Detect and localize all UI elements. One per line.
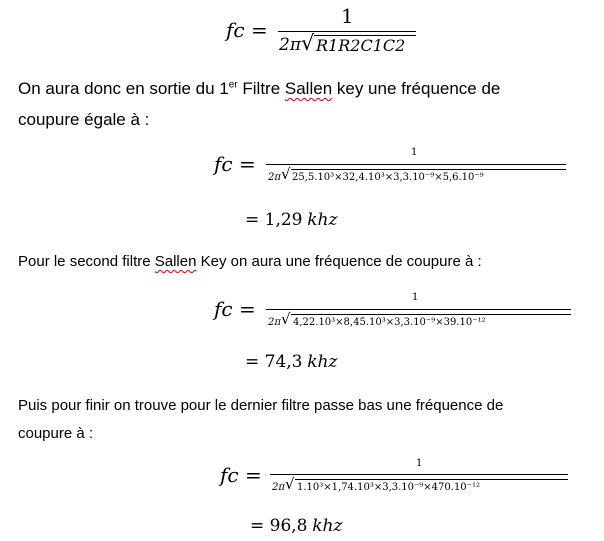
paragraph-2 xyxy=(18,252,482,272)
formula-3-result-unit: khz xyxy=(312,516,343,536)
main-formula-lhs: fc = xyxy=(226,18,268,42)
main-formula-fraction-bar xyxy=(278,31,416,32)
p1-text-c: key une fréquence de xyxy=(332,79,501,98)
p2-text-a: Pour le second filtre xyxy=(18,253,155,270)
formula-2-lhs: fc = xyxy=(214,297,256,321)
formula-1-numerator: 1 xyxy=(411,147,418,158)
formula-1-result xyxy=(245,210,337,230)
formula-3-sqrt-icon: √ xyxy=(285,475,295,493)
formula-2-result-unit: khz xyxy=(307,352,338,372)
formula-2-denom-radicand: 4,22.10³×8,45.10³×3,3.10⁻⁹×39.10⁻¹² xyxy=(293,317,486,328)
formula-2-fraction-bar xyxy=(266,309,571,310)
formula-3-radical-bar xyxy=(295,479,568,480)
formula-1-sqrt-icon: √ xyxy=(281,165,291,183)
formula-2-result xyxy=(245,352,337,372)
formula-1-radical-bar xyxy=(291,169,566,170)
formula-1-denom-prefix: 2π xyxy=(268,172,281,183)
formula-1-result-value: = 1,29 xyxy=(245,210,303,230)
formula-1-denom-radicand: 25,5.10³×32,4.10³×3,3.10⁻⁹×5,6.10⁻⁹ xyxy=(292,172,484,183)
paragraph-3-line-1: Puis pour finir on trouve pour le dernier filtre passe bas une fréquence de xyxy=(18,397,504,414)
formula-3-denom-radicand: 1.10³×1,74.10³×3,3.10⁻⁹×470.10⁻¹² xyxy=(297,482,480,493)
paragraph-3-line-2: coupure à : xyxy=(18,425,94,442)
formula-1-result-unit: khz xyxy=(307,210,338,230)
p1-text-a: On aura donc en sortie du 1 xyxy=(18,79,229,98)
paragraph-1-line-1 xyxy=(18,78,500,100)
formula-2-result-value: = 74,3 xyxy=(245,352,303,372)
formula-3-fraction-bar xyxy=(270,474,568,475)
formula-1-fraction-bar xyxy=(266,164,566,165)
formula-1-lhs: fc = xyxy=(214,152,256,176)
formula-2-radical-bar xyxy=(291,314,571,315)
p1-superscript: er xyxy=(228,79,238,91)
p2-text-b: Key on aura une fréquence de coupure à : xyxy=(196,253,482,270)
formula-2-numerator: 1 xyxy=(412,292,419,303)
formula-3-result xyxy=(250,516,342,536)
p1-text-b: Filtre xyxy=(237,79,285,98)
paragraph-1-line-2: coupure égale à : xyxy=(18,110,150,129)
p2-spellcheck-word: Sallen xyxy=(154,253,197,270)
formula-3-denom-prefix: 2π xyxy=(272,482,285,493)
main-formula-sqrt-icon: √ xyxy=(301,31,315,55)
formula-3-result-value: = 96,8 xyxy=(250,516,308,536)
main-formula-numerator: 1 xyxy=(341,4,354,28)
formula-3-lhs: fc = xyxy=(220,463,262,487)
main-formula-denom-prefix: 2π xyxy=(279,35,301,55)
formula-3-numerator: 1 xyxy=(416,458,423,469)
formula-2-denom-prefix: 2π xyxy=(268,317,281,328)
p1-spellcheck-word: Sallen xyxy=(284,79,333,98)
main-formula-denom-radicand: R1R2C1C2 xyxy=(316,36,406,55)
formula-2-sqrt-icon: √ xyxy=(281,310,291,328)
